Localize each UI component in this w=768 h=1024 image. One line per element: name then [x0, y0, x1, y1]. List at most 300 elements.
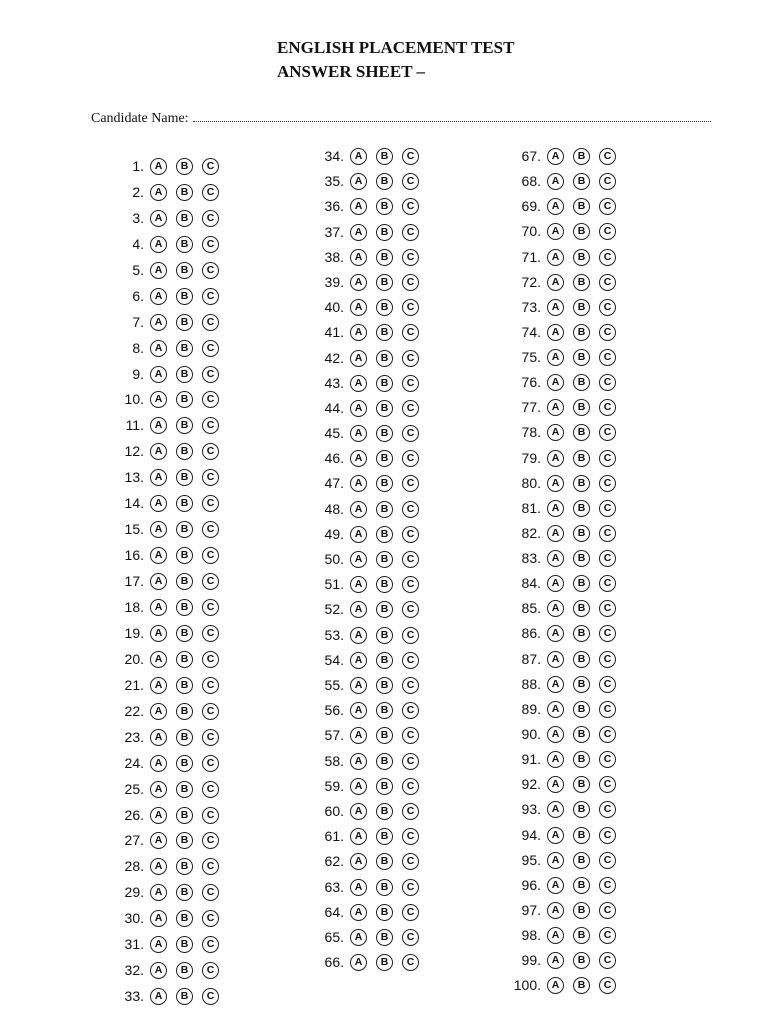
answer-bubble-b[interactable]: B	[176, 755, 193, 772]
answer-bubble-c[interactable]: C	[599, 952, 616, 969]
answer-bubble-a[interactable]: A	[150, 910, 167, 927]
answer-bubble-c[interactable]: C	[202, 781, 219, 798]
answer-bubble-c[interactable]: C	[202, 703, 219, 720]
answer-bubble-b[interactable]: B	[376, 954, 393, 971]
answer-bubble-a[interactable]: A	[350, 677, 367, 694]
answer-bubble-c[interactable]: C	[402, 601, 419, 618]
answer-bubble-b[interactable]: B	[573, 274, 590, 291]
answer-bubble-b[interactable]: B	[376, 601, 393, 618]
answer-bubble-c[interactable]: C	[202, 366, 219, 383]
answer-bubble-c[interactable]: C	[402, 627, 419, 644]
answer-bubble-b[interactable]: B	[176, 807, 193, 824]
answer-bubble-b[interactable]: B	[376, 400, 393, 417]
answer-bubble-c[interactable]: C	[599, 450, 616, 467]
answer-bubble-a[interactable]: A	[350, 350, 367, 367]
answer-bubble-a[interactable]: A	[547, 550, 564, 567]
answer-bubble-a[interactable]: A	[150, 210, 167, 227]
answer-bubble-c[interactable]: C	[402, 299, 419, 316]
answer-bubble-b[interactable]: B	[573, 198, 590, 215]
answer-bubble-c[interactable]: C	[402, 551, 419, 568]
answer-bubble-a[interactable]: A	[150, 755, 167, 772]
answer-bubble-b[interactable]: B	[176, 158, 193, 175]
answer-bubble-b[interactable]: B	[376, 576, 393, 593]
answer-bubble-a[interactable]: A	[547, 751, 564, 768]
answer-bubble-c[interactable]: C	[202, 391, 219, 408]
answer-bubble-b[interactable]: B	[376, 274, 393, 291]
answer-bubble-c[interactable]: C	[599, 977, 616, 994]
answer-bubble-c[interactable]: C	[202, 651, 219, 668]
answer-bubble-a[interactable]: A	[547, 801, 564, 818]
answer-bubble-a[interactable]: A	[150, 288, 167, 305]
answer-bubble-c[interactable]: C	[599, 625, 616, 642]
answer-bubble-b[interactable]: B	[573, 575, 590, 592]
answer-bubble-a[interactable]: A	[350, 904, 367, 921]
answer-bubble-c[interactable]: C	[599, 249, 616, 266]
answer-bubble-a[interactable]: A	[547, 249, 564, 266]
answer-bubble-b[interactable]: B	[376, 425, 393, 442]
answer-bubble-c[interactable]: C	[402, 425, 419, 442]
answer-bubble-a[interactable]: A	[150, 729, 167, 746]
answer-bubble-b[interactable]: B	[573, 776, 590, 793]
answer-bubble-b[interactable]: B	[376, 198, 393, 215]
answer-bubble-c[interactable]: C	[599, 374, 616, 391]
answer-bubble-c[interactable]: C	[402, 702, 419, 719]
answer-bubble-a[interactable]: A	[150, 936, 167, 953]
answer-bubble-c[interactable]: C	[402, 879, 419, 896]
answer-bubble-b[interactable]: B	[573, 726, 590, 743]
answer-bubble-c[interactable]: C	[599, 525, 616, 542]
answer-bubble-a[interactable]: A	[547, 399, 564, 416]
answer-bubble-c[interactable]: C	[202, 988, 219, 1005]
answer-bubble-b[interactable]: B	[176, 573, 193, 590]
answer-bubble-b[interactable]: B	[573, 801, 590, 818]
answer-bubble-c[interactable]: C	[202, 417, 219, 434]
answer-bubble-c[interactable]: C	[599, 550, 616, 567]
answer-bubble-a[interactable]: A	[547, 324, 564, 341]
answer-bubble-c[interactable]: C	[202, 236, 219, 253]
answer-bubble-b[interactable]: B	[176, 314, 193, 331]
answer-bubble-c[interactable]: C	[402, 324, 419, 341]
answer-bubble-b[interactable]: B	[573, 399, 590, 416]
answer-bubble-b[interactable]: B	[376, 551, 393, 568]
answer-bubble-b[interactable]: B	[573, 952, 590, 969]
answer-bubble-c[interactable]: C	[202, 262, 219, 279]
answer-bubble-a[interactable]: A	[150, 962, 167, 979]
answer-bubble-b[interactable]: B	[376, 501, 393, 518]
answer-bubble-b[interactable]: B	[376, 627, 393, 644]
answer-bubble-a[interactable]: A	[350, 652, 367, 669]
answer-bubble-a[interactable]: A	[150, 366, 167, 383]
answer-bubble-a[interactable]: A	[547, 575, 564, 592]
answer-bubble-a[interactable]: A	[150, 677, 167, 694]
answer-bubble-c[interactable]: C	[202, 962, 219, 979]
answer-bubble-a[interactable]: A	[350, 425, 367, 442]
answer-bubble-a[interactable]: A	[547, 827, 564, 844]
answer-bubble-b[interactable]: B	[573, 173, 590, 190]
answer-bubble-c[interactable]: C	[402, 375, 419, 392]
answer-bubble-c[interactable]: C	[202, 807, 219, 824]
answer-bubble-b[interactable]: B	[376, 904, 393, 921]
answer-bubble-c[interactable]: C	[402, 173, 419, 190]
answer-bubble-a[interactable]: A	[547, 701, 564, 718]
answer-bubble-a[interactable]: A	[150, 391, 167, 408]
answer-bubble-b[interactable]: B	[573, 148, 590, 165]
answer-bubble-c[interactable]: C	[202, 547, 219, 564]
answer-bubble-b[interactable]: B	[176, 184, 193, 201]
answer-bubble-a[interactable]: A	[547, 424, 564, 441]
answer-bubble-a[interactable]: A	[547, 877, 564, 894]
answer-bubble-a[interactable]: A	[350, 224, 367, 241]
answer-bubble-b[interactable]: B	[176, 521, 193, 538]
answer-bubble-c[interactable]: C	[402, 249, 419, 266]
answer-bubble-c[interactable]: C	[402, 677, 419, 694]
answer-bubble-a[interactable]: A	[350, 501, 367, 518]
answer-bubble-b[interactable]: B	[376, 702, 393, 719]
answer-bubble-c[interactable]: C	[402, 853, 419, 870]
answer-bubble-c[interactable]: C	[599, 324, 616, 341]
answer-bubble-b[interactable]: B	[376, 879, 393, 896]
answer-bubble-b[interactable]: B	[176, 677, 193, 694]
answer-bubble-c[interactable]: C	[599, 751, 616, 768]
answer-bubble-b[interactable]: B	[573, 424, 590, 441]
answer-bubble-b[interactable]: B	[176, 443, 193, 460]
answer-bubble-a[interactable]: A	[547, 475, 564, 492]
answer-bubble-b[interactable]: B	[573, 701, 590, 718]
answer-bubble-c[interactable]: C	[599, 575, 616, 592]
answer-bubble-c[interactable]: C	[599, 399, 616, 416]
answer-bubble-c[interactable]: C	[599, 424, 616, 441]
answer-bubble-c[interactable]: C	[202, 443, 219, 460]
answer-bubble-c[interactable]: C	[599, 223, 616, 240]
answer-bubble-c[interactable]: C	[202, 599, 219, 616]
answer-bubble-b[interactable]: B	[176, 417, 193, 434]
answer-bubble-b[interactable]: B	[573, 349, 590, 366]
answer-bubble-b[interactable]: B	[176, 340, 193, 357]
answer-bubble-c[interactable]: C	[599, 701, 616, 718]
answer-bubble-b[interactable]: B	[176, 599, 193, 616]
answer-bubble-b[interactable]: B	[573, 852, 590, 869]
answer-bubble-a[interactable]: A	[350, 627, 367, 644]
answer-bubble-c[interactable]: C	[599, 274, 616, 291]
answer-bubble-a[interactable]: A	[150, 340, 167, 357]
answer-bubble-a[interactable]: A	[547, 148, 564, 165]
answer-bubble-c[interactable]: C	[202, 625, 219, 642]
answer-bubble-c[interactable]: C	[402, 652, 419, 669]
answer-bubble-b[interactable]: B	[176, 651, 193, 668]
answer-bubble-a[interactable]: A	[150, 807, 167, 824]
answer-bubble-a[interactable]: A	[350, 324, 367, 341]
answer-bubble-a[interactable]: A	[150, 651, 167, 668]
answer-bubble-a[interactable]: A	[547, 173, 564, 190]
answer-bubble-b[interactable]: B	[176, 962, 193, 979]
answer-bubble-a[interactable]: A	[350, 803, 367, 820]
answer-bubble-a[interactable]: A	[150, 443, 167, 460]
answer-bubble-a[interactable]: A	[150, 236, 167, 253]
answer-bubble-c[interactable]: C	[402, 526, 419, 543]
answer-bubble-b[interactable]: B	[176, 210, 193, 227]
answer-bubble-b[interactable]: B	[573, 475, 590, 492]
answer-bubble-a[interactable]: A	[547, 600, 564, 617]
answer-bubble-c[interactable]: C	[599, 600, 616, 617]
answer-bubble-a[interactable]: A	[350, 148, 367, 165]
answer-bubble-c[interactable]: C	[402, 224, 419, 241]
answer-bubble-a[interactable]: A	[350, 576, 367, 593]
answer-bubble-c[interactable]: C	[402, 828, 419, 845]
answer-bubble-b[interactable]: B	[376, 753, 393, 770]
answer-bubble-b[interactable]: B	[376, 475, 393, 492]
candidate-name-field[interactable]	[91, 108, 711, 127]
answer-bubble-a[interactable]: A	[150, 988, 167, 1005]
answer-bubble-a[interactable]: A	[547, 299, 564, 316]
answer-bubble-a[interactable]: A	[150, 703, 167, 720]
answer-bubble-c[interactable]: C	[402, 576, 419, 593]
answer-bubble-c[interactable]: C	[202, 884, 219, 901]
answer-bubble-a[interactable]: A	[350, 879, 367, 896]
answer-bubble-a[interactable]: A	[350, 778, 367, 795]
answer-bubble-a[interactable]: A	[547, 274, 564, 291]
answer-bubble-c[interactable]: C	[599, 349, 616, 366]
answer-bubble-a[interactable]: A	[547, 952, 564, 969]
answer-bubble-c[interactable]: C	[402, 904, 419, 921]
answer-bubble-a[interactable]: A	[547, 726, 564, 743]
answer-bubble-a[interactable]: A	[350, 375, 367, 392]
answer-bubble-a[interactable]: A	[150, 417, 167, 434]
answer-bubble-b[interactable]: B	[573, 550, 590, 567]
answer-bubble-c[interactable]: C	[599, 651, 616, 668]
answer-bubble-c[interactable]: C	[202, 210, 219, 227]
answer-bubble-a[interactable]: A	[350, 601, 367, 618]
answer-bubble-c[interactable]: C	[202, 184, 219, 201]
answer-bubble-a[interactable]: A	[350, 475, 367, 492]
answer-bubble-b[interactable]: B	[376, 803, 393, 820]
answer-bubble-a[interactable]: A	[350, 853, 367, 870]
answer-bubble-a[interactable]: A	[547, 374, 564, 391]
answer-bubble-b[interactable]: B	[376, 173, 393, 190]
answer-bubble-b[interactable]: B	[176, 391, 193, 408]
answer-bubble-c[interactable]: C	[402, 148, 419, 165]
answer-bubble-b[interactable]: B	[573, 827, 590, 844]
answer-bubble-a[interactable]: A	[150, 184, 167, 201]
answer-bubble-a[interactable]: A	[547, 625, 564, 642]
answer-bubble-a[interactable]: A	[150, 781, 167, 798]
answer-bubble-a[interactable]: A	[350, 551, 367, 568]
answer-bubble-b[interactable]: B	[176, 910, 193, 927]
answer-bubble-a[interactable]: A	[150, 625, 167, 642]
answer-bubble-c[interactable]: C	[402, 274, 419, 291]
answer-bubble-b[interactable]: B	[176, 703, 193, 720]
answer-bubble-b[interactable]: B	[573, 927, 590, 944]
answer-bubble-c[interactable]: C	[599, 198, 616, 215]
answer-bubble-a[interactable]: A	[150, 262, 167, 279]
answer-bubble-b[interactable]: B	[573, 751, 590, 768]
answer-bubble-b[interactable]: B	[573, 676, 590, 693]
answer-bubble-c[interactable]: C	[599, 148, 616, 165]
answer-bubble-a[interactable]: A	[547, 651, 564, 668]
answer-bubble-b[interactable]: B	[176, 469, 193, 486]
answer-bubble-c[interactable]: C	[402, 400, 419, 417]
answer-bubble-a[interactable]: A	[150, 521, 167, 538]
answer-bubble-c[interactable]: C	[202, 573, 219, 590]
answer-bubble-a[interactable]: A	[350, 954, 367, 971]
answer-bubble-b[interactable]: B	[376, 778, 393, 795]
answer-bubble-b[interactable]: B	[573, 525, 590, 542]
answer-bubble-a[interactable]: A	[350, 173, 367, 190]
answer-bubble-c[interactable]: C	[599, 927, 616, 944]
answer-bubble-b[interactable]: B	[376, 677, 393, 694]
answer-bubble-b[interactable]: B	[376, 249, 393, 266]
answer-bubble-a[interactable]: A	[150, 832, 167, 849]
answer-bubble-a[interactable]: A	[547, 852, 564, 869]
answer-bubble-c[interactable]: C	[202, 755, 219, 772]
answer-bubble-b[interactable]: B	[376, 375, 393, 392]
answer-bubble-c[interactable]: C	[402, 778, 419, 795]
answer-bubble-a[interactable]: A	[350, 299, 367, 316]
answer-bubble-c[interactable]: C	[599, 852, 616, 869]
answer-bubble-b[interactable]: B	[573, 299, 590, 316]
answer-bubble-b[interactable]: B	[376, 148, 393, 165]
answer-bubble-c[interactable]: C	[202, 521, 219, 538]
answer-bubble-b[interactable]: B	[176, 547, 193, 564]
answer-bubble-a[interactable]: A	[350, 526, 367, 543]
answer-bubble-a[interactable]: A	[150, 547, 167, 564]
answer-bubble-c[interactable]: C	[402, 501, 419, 518]
answer-bubble-c[interactable]: C	[202, 936, 219, 953]
answer-bubble-c[interactable]: C	[202, 340, 219, 357]
answer-bubble-a[interactable]: A	[547, 776, 564, 793]
answer-bubble-a[interactable]: A	[547, 223, 564, 240]
answer-bubble-a[interactable]: A	[350, 400, 367, 417]
answer-bubble-b[interactable]: B	[573, 249, 590, 266]
answer-bubble-c[interactable]: C	[202, 858, 219, 875]
candidate-name-line[interactable]	[193, 108, 711, 122]
answer-bubble-c[interactable]: C	[599, 827, 616, 844]
answer-bubble-b[interactable]: B	[176, 625, 193, 642]
answer-bubble-a[interactable]: A	[150, 858, 167, 875]
answer-bubble-c[interactable]: C	[202, 314, 219, 331]
answer-bubble-c[interactable]: C	[599, 902, 616, 919]
answer-bubble-a[interactable]: A	[350, 727, 367, 744]
answer-bubble-c[interactable]: C	[402, 198, 419, 215]
answer-bubble-b[interactable]: B	[176, 495, 193, 512]
answer-bubble-a[interactable]: A	[350, 274, 367, 291]
answer-bubble-b[interactable]: B	[176, 858, 193, 875]
answer-bubble-b[interactable]: B	[376, 853, 393, 870]
answer-bubble-c[interactable]: C	[599, 173, 616, 190]
answer-bubble-b[interactable]: B	[176, 884, 193, 901]
answer-bubble-a[interactable]: A	[350, 450, 367, 467]
answer-bubble-b[interactable]: B	[376, 727, 393, 744]
answer-bubble-b[interactable]: B	[573, 374, 590, 391]
answer-bubble-b[interactable]: B	[573, 324, 590, 341]
answer-bubble-c[interactable]: C	[599, 500, 616, 517]
answer-bubble-c[interactable]: C	[202, 469, 219, 486]
answer-bubble-b[interactable]: B	[573, 977, 590, 994]
answer-bubble-c[interactable]: C	[202, 158, 219, 175]
answer-bubble-b[interactable]: B	[573, 877, 590, 894]
answer-bubble-c[interactable]: C	[599, 676, 616, 693]
answer-bubble-c[interactable]: C	[202, 288, 219, 305]
answer-bubble-c[interactable]: C	[202, 677, 219, 694]
answer-bubble-b[interactable]: B	[376, 828, 393, 845]
answer-bubble-c[interactable]: C	[202, 910, 219, 927]
answer-bubble-a[interactable]: A	[150, 314, 167, 331]
answer-bubble-a[interactable]: A	[547, 349, 564, 366]
answer-bubble-a[interactable]: A	[350, 753, 367, 770]
answer-bubble-b[interactable]: B	[376, 526, 393, 543]
answer-bubble-a[interactable]: A	[150, 884, 167, 901]
answer-bubble-c[interactable]: C	[402, 753, 419, 770]
answer-bubble-b[interactable]: B	[176, 936, 193, 953]
answer-bubble-a[interactable]: A	[150, 599, 167, 616]
answer-bubble-b[interactable]: B	[176, 988, 193, 1005]
answer-bubble-b[interactable]: B	[176, 262, 193, 279]
answer-bubble-c[interactable]: C	[599, 801, 616, 818]
answer-bubble-a[interactable]: A	[150, 573, 167, 590]
answer-bubble-b[interactable]: B	[176, 288, 193, 305]
answer-bubble-a[interactable]: A	[547, 500, 564, 517]
answer-bubble-b[interactable]: B	[376, 350, 393, 367]
answer-bubble-c[interactable]: C	[402, 450, 419, 467]
answer-bubble-c[interactable]: C	[402, 350, 419, 367]
answer-bubble-c[interactable]: C	[202, 832, 219, 849]
answer-bubble-c[interactable]: C	[402, 929, 419, 946]
answer-bubble-b[interactable]: B	[376, 652, 393, 669]
answer-bubble-b[interactable]: B	[176, 366, 193, 383]
answer-bubble-a[interactable]: A	[150, 158, 167, 175]
answer-bubble-a[interactable]: A	[350, 702, 367, 719]
answer-bubble-c[interactable]: C	[402, 475, 419, 492]
answer-bubble-a[interactable]: A	[547, 902, 564, 919]
answer-bubble-a[interactable]: A	[547, 927, 564, 944]
answer-bubble-c[interactable]: C	[402, 954, 419, 971]
answer-bubble-b[interactable]: B	[176, 832, 193, 849]
answer-bubble-b[interactable]: B	[176, 781, 193, 798]
answer-bubble-c[interactable]: C	[402, 727, 419, 744]
answer-bubble-c[interactable]: C	[402, 803, 419, 820]
answer-bubble-b[interactable]: B	[376, 929, 393, 946]
answer-bubble-b[interactable]: B	[573, 500, 590, 517]
answer-bubble-b[interactable]: B	[376, 450, 393, 467]
answer-bubble-a[interactable]: A	[350, 929, 367, 946]
answer-bubble-c[interactable]: C	[599, 475, 616, 492]
answer-bubble-b[interactable]: B	[573, 223, 590, 240]
answer-bubble-b[interactable]: B	[573, 600, 590, 617]
answer-bubble-a[interactable]: A	[547, 198, 564, 215]
answer-bubble-a[interactable]: A	[547, 525, 564, 542]
answer-bubble-c[interactable]: C	[202, 495, 219, 512]
answer-bubble-a[interactable]: A	[547, 450, 564, 467]
answer-bubble-a[interactable]: A	[150, 469, 167, 486]
answer-bubble-a[interactable]: A	[547, 676, 564, 693]
answer-bubble-c[interactable]: C	[599, 299, 616, 316]
answer-bubble-b[interactable]: B	[376, 299, 393, 316]
answer-bubble-b[interactable]: B	[376, 224, 393, 241]
answer-bubble-b[interactable]: B	[573, 625, 590, 642]
answer-bubble-a[interactable]: A	[150, 495, 167, 512]
answer-bubble-b[interactable]: B	[573, 902, 590, 919]
answer-bubble-a[interactable]: A	[547, 977, 564, 994]
answer-bubble-c[interactable]: C	[599, 776, 616, 793]
answer-bubble-b[interactable]: B	[176, 729, 193, 746]
answer-bubble-a[interactable]: A	[350, 198, 367, 215]
answer-bubble-c[interactable]: C	[599, 877, 616, 894]
answer-bubble-b[interactable]: B	[573, 450, 590, 467]
answer-bubble-a[interactable]: A	[350, 828, 367, 845]
answer-bubble-b[interactable]: B	[176, 236, 193, 253]
answer-bubble-b[interactable]: B	[376, 324, 393, 341]
answer-bubble-c[interactable]: C	[599, 726, 616, 743]
answer-bubble-c[interactable]: C	[202, 729, 219, 746]
